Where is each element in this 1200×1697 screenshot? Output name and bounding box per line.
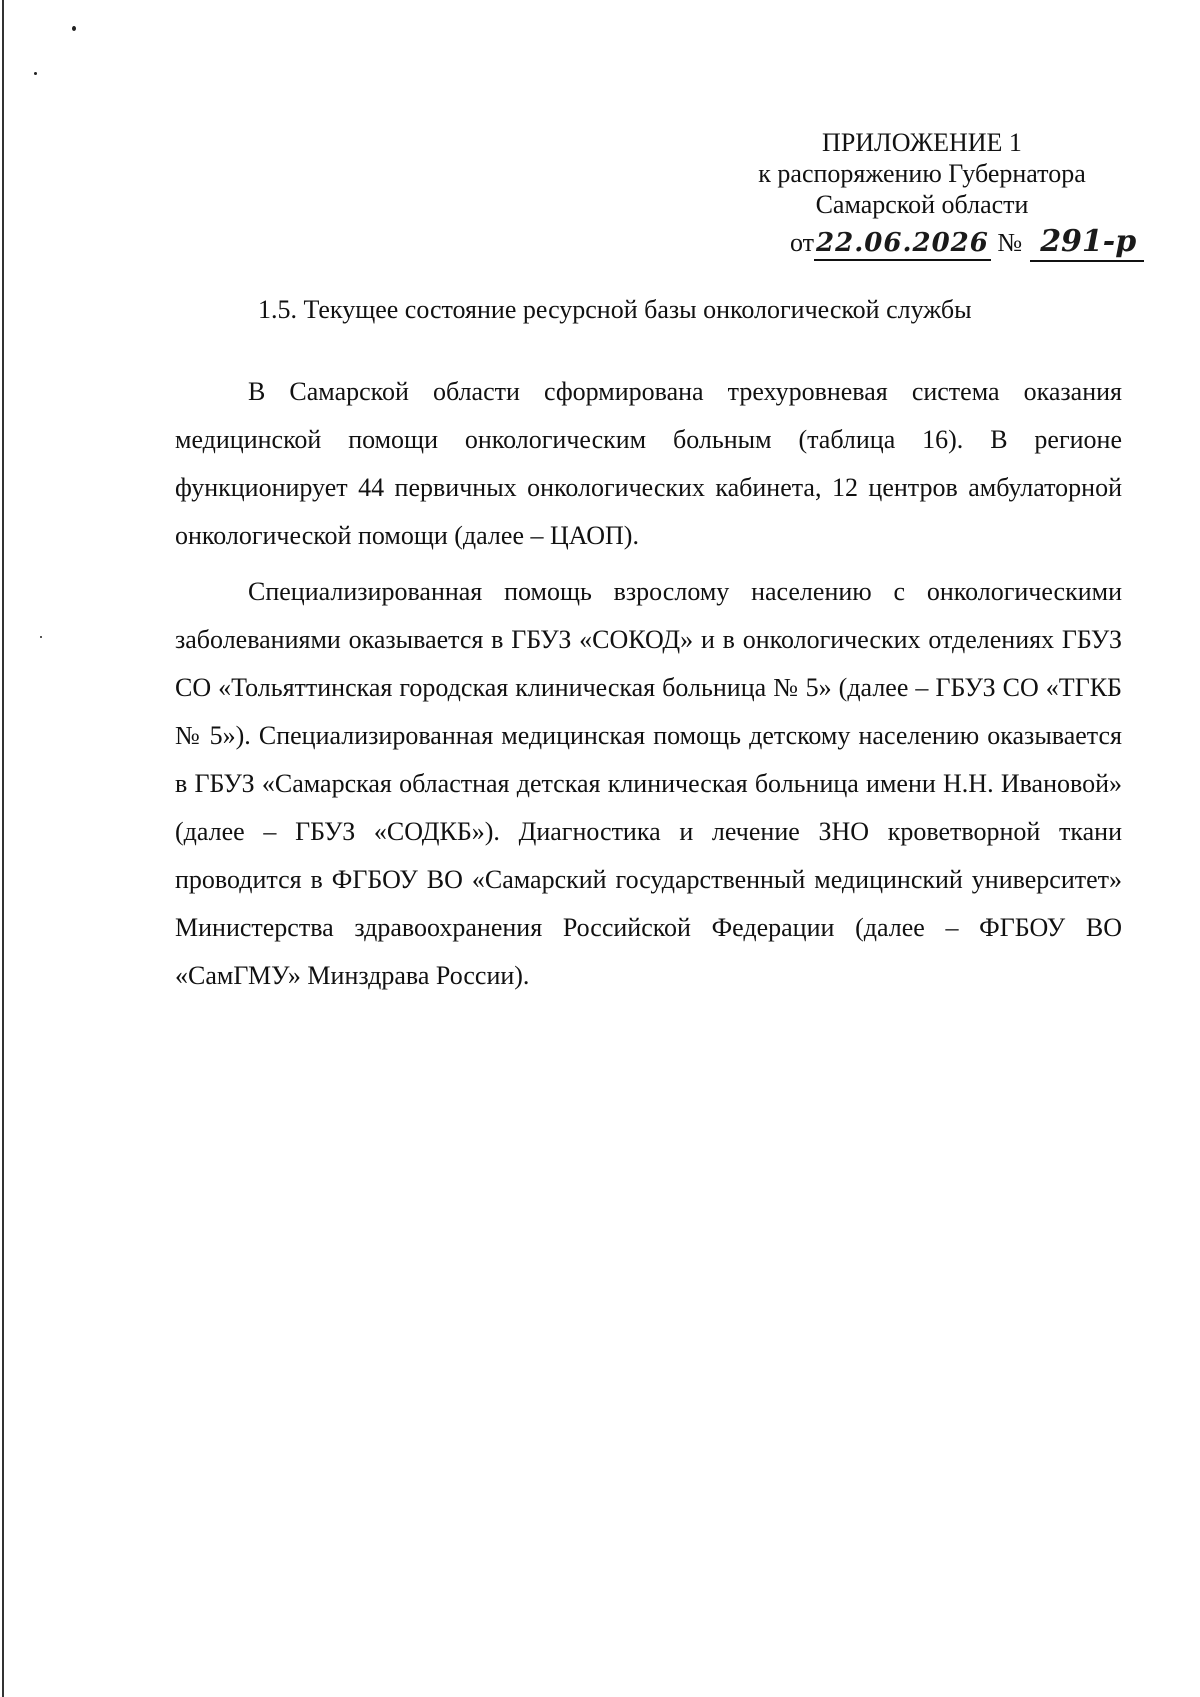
handwritten-date: 22.06.2026: [814, 228, 991, 261]
appendix-title: ПРИЛОЖЕНИЕ 1: [822, 128, 1022, 157]
date-prefix: от: [790, 228, 815, 257]
appendix-ordinance-line: к распоряжению Губернатора: [758, 159, 1086, 189]
paragraph-2: Специализированная помощь взрослому населению с онкологическими заболеваниями оказывается в ГБУЗ «СОКОД» и в онкологических отделениях ГБУЗ СО «Тольяттинская городская клиническая больница № 5» (далее – ГБУЗ СО «ТГКБ № 5»). Специализированная медицинская помощь детскому населению оказывается в ГБУЗ «Самарская областная детская клиническая больница имени Н.Н. Ивановой» (далее – ГБУЗ «СОДКБ»). Диагностика и лечение ЗНО кроветворной ткани проводится в ФГБОУ ВО «Самарский государственный медицинский университет» Министерства здравоохранения Российской Федерации (далее – ФГБОУ ВО «СамГМУ» Минздрава России).: [175, 577, 1122, 990]
body-text: [175, 368, 1122, 1008]
paragraph-1: В Самарской области сформирована трехуровневая система оказания медицинской помощи онкологическим больным (таблица 16). В регионе функционирует 44 первичных онкологических кабинета, 12 центров амбулаторной онкологической помощи (далее – ЦАОП).: [175, 377, 1122, 550]
number-sign: №: [997, 228, 1023, 257]
appendix-header: [712, 127, 1132, 221]
appendix-region-line: Самарской области: [815, 190, 1029, 220]
section-heading: 1.5. Текущее состояние ресурсной базы онкологической службы: [258, 295, 972, 324]
appendix-date-number-line: [790, 224, 1144, 262]
scan-speck: [34, 72, 37, 75]
scan-speck: [40, 636, 42, 638]
handwritten-number: 291-р: [1030, 224, 1144, 262]
scan-speck: [72, 26, 76, 31]
page-edge-line: [2, 0, 4, 1697]
